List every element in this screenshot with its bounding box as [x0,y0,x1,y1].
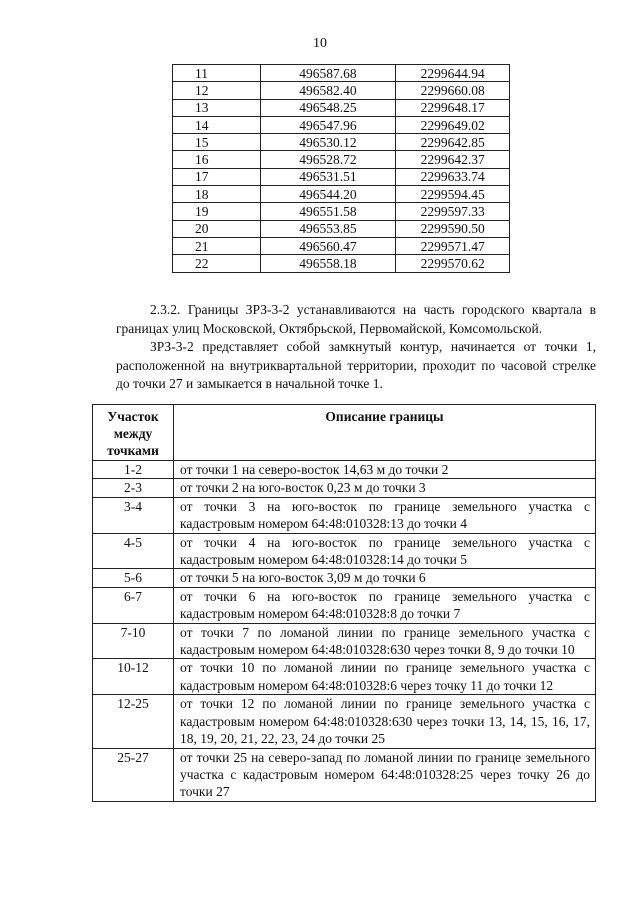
segment-label: 4-5 [93,533,174,569]
boundary-row [93,695,596,748]
x-coordinate: 496528.72 [260,151,396,168]
x-coordinate: 496547.96 [260,116,396,133]
point-number: 17 [173,168,261,185]
point-number: 22 [173,255,261,272]
segment-label: 12-25 [93,695,174,748]
segment-label: 25-27 [93,748,174,801]
y-coordinate: 2299642.85 [396,134,510,151]
segment-description: от точки 2 на юго-восток 0,23 м до точки 3 [174,479,596,497]
y-coordinate: 2299597.33 [396,203,510,220]
coordinate-row [173,186,510,203]
y-coordinate: 2299590.50 [396,220,510,237]
segment-label: 7-10 [93,623,174,659]
paragraph-boundaries: 2.3.2. Границы ЗРЗ-3-2 устанавливаются на часть городского квартала в границах улиц Московской, Октябрьской, Первомайской, Комсомольской. [116,302,596,336]
segment-description: от точки 10 по ломаной линии по границе земельного участка с кадастровым номером 64:48:010328:6 через точку 11 до точки 12 [174,659,596,695]
point-number: 20 [173,220,261,237]
segment-label: 6-7 [93,587,174,623]
boundary-row [93,497,596,533]
y-coordinate: 2299648.17 [396,99,510,116]
boundary-row [93,461,596,479]
segment-description: от точки 5 на юго-восток 3,09 м до точки 6 [174,569,596,587]
segment-description: от точки 6 на юго-восток по границе земельного участка с кадастровым номером 64:48:010328:8 до точки 7 [174,587,596,623]
y-coordinate: 2299633.74 [396,168,510,185]
segment-description: от точки 3 на юго-восток по границе земельного участка с кадастровым номером 64:48:010328:13 до точки 4 [174,497,596,533]
segment-description: от точки 7 по ломаной линии по границе земельного участка с кадастровым номером 64:48:010328:630 через точки 8, 9 до точки 10 [174,623,596,659]
segment-description: от точки 12 по ломаной линии по границе земельного участка с кадастровым номером 64:48:010328:630 через точки 13, 14, 15, 16, 17, 18, 19, 20, 21, 22, 23, 24 до точки 25 [174,695,596,748]
page-number: 10 [313,36,327,51]
coordinate-row [173,82,510,99]
coordinate-row [173,151,510,168]
segment-description: от точки 4 на юго-восток по границе земельного участка с кадастровым номером 64:48:010328:14 до точки 5 [174,533,596,569]
x-coordinate: 496582.40 [260,82,396,99]
header-description: Описание границы [174,405,596,461]
point-number: 15 [173,134,261,151]
coordinate-row [173,99,510,116]
segment-label: 10-12 [93,659,174,695]
point-number: 11 [173,65,261,82]
point-number: 12 [173,82,261,99]
point-number: 14 [173,116,261,133]
x-coordinate: 496551.58 [260,203,396,220]
boundary-row [93,748,596,801]
x-coordinate: 496553.85 [260,220,396,237]
boundary-row [93,479,596,497]
y-coordinate: 2299649.02 [396,116,510,133]
segment-label: 2-3 [93,479,174,497]
x-coordinate: 496548.25 [260,99,396,116]
y-coordinate: 2299594.45 [396,186,510,203]
boundary-description-table [92,404,596,802]
coordinate-row [173,203,510,220]
y-coordinate: 2299644.94 [396,65,510,82]
boundary-row [93,533,596,569]
coordinate-row [173,220,510,237]
x-coordinate: 496544.20 [260,186,396,203]
x-coordinate: 496560.47 [260,237,396,254]
y-coordinate: 2299660.08 [396,82,510,99]
boundary-row [93,659,596,695]
y-coordinate: 2299570.62 [396,255,510,272]
coordinate-row [173,168,510,185]
y-coordinate: 2299642.37 [396,151,510,168]
point-number: 13 [173,99,261,116]
segment-description: от точки 1 на северо-восток 14,63 м до точки 2 [174,461,596,479]
point-number: 19 [173,203,261,220]
coordinates-table [172,64,510,273]
coordinate-row [173,134,510,151]
y-coordinate: 2299571.47 [396,237,510,254]
coordinate-row [173,255,510,272]
x-coordinate: 496558.18 [260,255,396,272]
x-coordinate: 496587.68 [260,65,396,82]
x-coordinate: 496530.12 [260,134,396,151]
coordinate-row [173,65,510,82]
segment-label: 1-2 [93,461,174,479]
segment-label: 5-6 [93,569,174,587]
boundary-row [93,569,596,587]
point-number: 18 [173,186,261,203]
coordinate-row [173,116,510,133]
point-number: 21 [173,237,261,254]
segment-description: от точки 25 на северо-запад по ломаной линии по границе земельного участка с кадастровым номером 64:48:010328:25 через точку 26 до точки 27 [174,748,596,801]
point-number: 16 [173,151,261,168]
paragraph-contour: ЗРЗ-3-2 представляет собой замкнутый контур, начинается от точки 1, расположенной на внутриквартальной территории, проходит по часовой стрелке до точки 27 и замыкается в начальной точке 1. [116,339,596,392]
coordinate-row [173,237,510,254]
segment-label: 3-4 [93,497,174,533]
boundary-row [93,623,596,659]
boundary-row [93,587,596,623]
boundary-table-header [93,405,596,461]
x-coordinate: 496531.51 [260,168,396,185]
section-text [116,301,596,394]
header-segment: Участок между точками [93,405,174,461]
